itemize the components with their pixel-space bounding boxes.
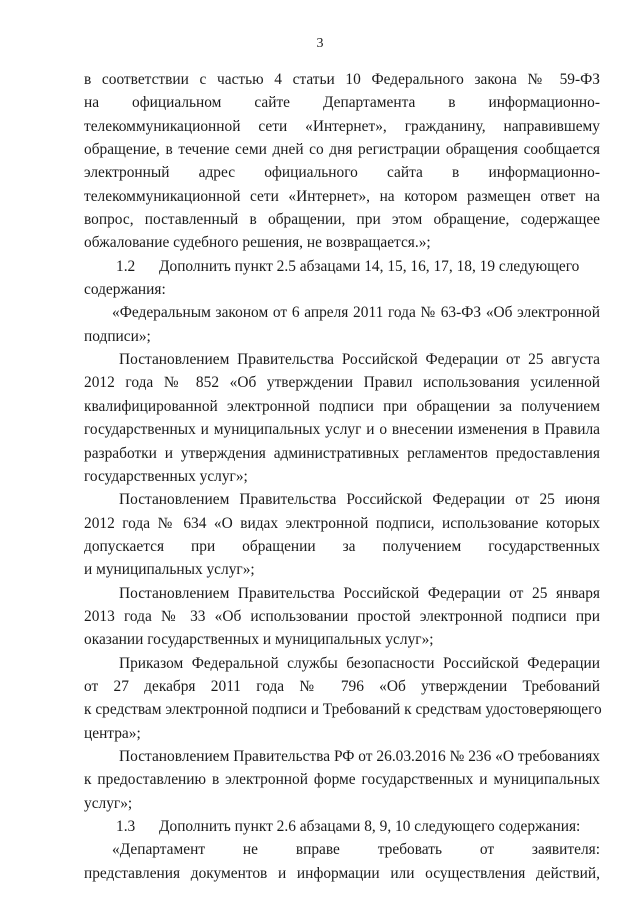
item-number: 1.3 (116, 818, 136, 835)
item-text: Дополнить пункт 2.6 абзацами 8, 9, 10 следующего содержания: (159, 818, 581, 835)
text-line: государственных услуг»; (84, 467, 248, 485)
text-line: обращение, в течение семи дней со дня регистрации обращения сообщается (84, 141, 600, 159)
text-line: представления документов и информации или осуществления действий, (84, 864, 600, 882)
page-number: 3 (316, 36, 324, 51)
text-line: «Федеральным законом от 6 апреля 2011 года № 63-ФЗ «Об электронной (112, 304, 600, 322)
text-line: 2012 года № 852 «Об утверждении Правил использования усиленной (84, 374, 600, 392)
text-line: к средствам электронной подписи и Требований к средствам удостоверяющего (84, 701, 602, 719)
text-line: допускается при обращении за получением государственных (84, 537, 600, 555)
text-line: содержания: (84, 281, 166, 299)
text-line: в соответствии с частью 4 статьи 10 Федерального закона № 59-ФЗ (84, 71, 600, 88)
text-line: квалифицированной электронной подписи при обращении за получением (84, 397, 600, 415)
text-line: Постановлением Правительства Российской Федерации от 25 января (119, 584, 600, 602)
text-line: телекоммуникационной сети «Интернет», гражданину, направившему (84, 117, 600, 135)
text-line: 2013 года № 33 «Об использовании простой электронной подписи при (84, 607, 600, 625)
text-line: Постановлением Правительства РФ от 26.03.2016 № 236 «О требованиях (119, 747, 600, 765)
text-line: от 27 декабря 2011 года № 796 «Об утверждении Требований (84, 677, 600, 695)
text-line: «Департамент не вправе требовать от заявителя: (112, 841, 600, 859)
text-line: телекоммуникационной сети «Интернет», на котором размещен ответ на (84, 187, 600, 205)
text-line: и муниципальных услуг»; (84, 561, 255, 579)
text-line: Постановлением Правительства Российской Федерации от 25 августа (119, 351, 600, 369)
item-number: 1.2 (116, 257, 136, 275)
document-body (84, 68, 600, 885)
item-text: Дополнить пункт 2.5 абзацами 14, 15, 16, 17, 18, 19 следующего (159, 257, 580, 275)
text-line: центра»; (84, 724, 141, 742)
numbered-item-1-3 (84, 815, 600, 838)
text-line: подписи»; (84, 327, 151, 345)
text-line: государственных и муниципальных услуг и о внесении изменения в Правила (84, 421, 600, 439)
text-line: 2012 года № 634 «О видах электронной подписи, использование которых (84, 514, 600, 532)
text-line: разработки и утверждения административных регламентов предоставления (84, 444, 600, 462)
text-line: на официальном сайте Департамента в информационно- (84, 94, 600, 112)
numbered-item-1-2 (84, 255, 600, 278)
text-line: обжалование судебного решения, не возвращается.»; (84, 234, 431, 252)
text-line: услуг»; (84, 794, 133, 812)
text-line: к предоставлению в электронной форме государственных и муниципальных (84, 771, 600, 789)
text-line: Постановлением Правительства Российской Федерации от 25 июня (119, 491, 600, 509)
text-line: электронный адрес официального сайта в информационно- (84, 164, 600, 182)
text-line: оказании государственных и муниципальных услуг»; (84, 631, 434, 649)
text-line: Приказом Федеральной службы безопасности Российской Федерации (119, 654, 600, 672)
text-line: вопрос, поставленный в обращении, при этом обращение, содержащее (84, 211, 600, 229)
